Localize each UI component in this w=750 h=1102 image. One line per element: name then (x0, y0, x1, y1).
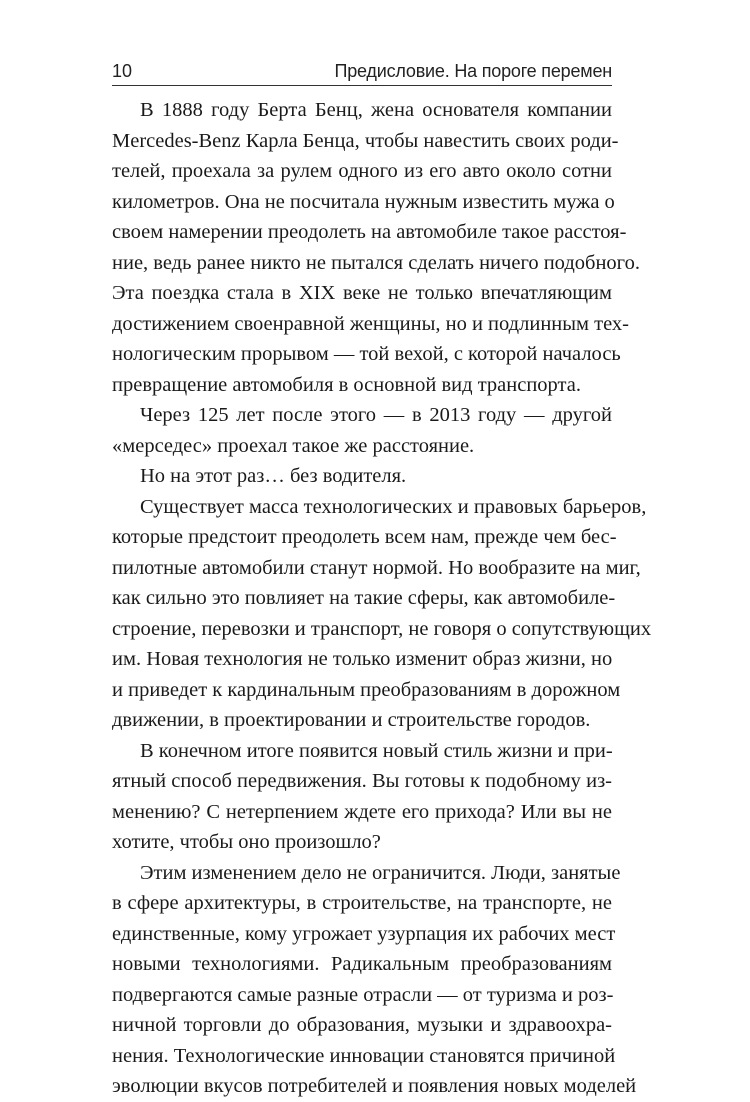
text-line: и приведет к кардинальным преобразованиям в дорожном (112, 678, 621, 701)
text-line: нологическим прорывом — той вехой, с которой началось (112, 343, 621, 365)
paragraph (112, 492, 652, 736)
text-line: Через 125 лет после этого — в 2013 году — другой (140, 404, 612, 426)
text-line: телей, проехала за рулем одного из его авто около сотни (112, 160, 612, 182)
text-line: достижением своенравной женщины, но и подлинным тех- (112, 312, 629, 335)
header-rule (112, 85, 612, 86)
text-line: ние, ведь ранее никто не пытался сделать ничего подобного. (112, 251, 640, 274)
text-line: Mercedes-Benz Карла Бенца, чтобы навестить своих роди- (112, 129, 619, 152)
text-line: пилотные автомобили станут нормой. Но вообразите на миг, (112, 556, 641, 579)
running-head (112, 60, 612, 82)
text-line: Существует масса технологических и правовых барьеров, (140, 495, 647, 518)
text-line: В конечном итоге появится новый стиль жизни и при- (140, 739, 613, 762)
text-line: километров. Она не посчитала нужным известить мужа о (112, 190, 615, 213)
paragraph (112, 400, 612, 461)
text-line: менению? С нетерпением ждете его прихода? Или вы не (112, 800, 612, 823)
text-line: которые предстоит преодолеть всем нам, прежде чем бес- (112, 526, 617, 548)
paragraph (112, 736, 612, 858)
text-line: единственные, кому угрожает узурпация их рабочих мест (112, 922, 616, 945)
text-line: как сильно это повлияет на такие сферы, как автомобиле- (112, 587, 616, 609)
text-line: «мерседес» проехал такое же расстояние. (112, 434, 475, 457)
text-line: им. Новая технология не только изменит образ жизни, но (112, 648, 613, 670)
paragraph (112, 461, 612, 492)
text-line: новыми технологиями. Радикальным преобразованиям (112, 953, 612, 975)
text-line: хотите, чтобы оно произошло? (112, 831, 381, 853)
text-line: своем намерении преодолеть на автомобиле такое расстоя- (112, 221, 627, 243)
section-title: Предисловие. На пороге перемен (334, 61, 612, 81)
text-line: нения. Технологические инновации становятся причиной (112, 1044, 616, 1067)
text-line: превращение автомобиля в основной вид транспорта. (112, 373, 581, 396)
text-line: Эта поездка стала в XIX веке не только впечатляющим (112, 282, 612, 304)
text-line: В 1888 году Берта Бенц, жена основателя компании (140, 99, 612, 121)
text-line: движении, в проектировании и строительстве городов. (112, 709, 591, 731)
text-line: ятный способ передвижения. Вы готовы к подобному из- (112, 770, 612, 792)
body-text (112, 95, 652, 1102)
text-line: эволюции вкусов потребителей и появления новых моделей (112, 1075, 637, 1097)
paragraph (112, 95, 640, 400)
text-line: в сфере архитектуры, в строительстве, на транспорте, не (112, 892, 612, 914)
paragraph (112, 858, 637, 1102)
text-line: подвергаются самые разные отрасли — от туризма и роз- (112, 983, 614, 1006)
page-number: 10 (112, 61, 133, 81)
text-line: Этим изменением дело не ограничится. Люди, занятые (140, 861, 621, 884)
text-line: Но на этот раз… без водителя. (140, 465, 407, 487)
text-line: строение, перевозки и транспорт, не говоря о сопутствующих (112, 617, 652, 640)
text-line: ничной торговли до образования, музыки и здравоохра- (112, 1014, 612, 1036)
